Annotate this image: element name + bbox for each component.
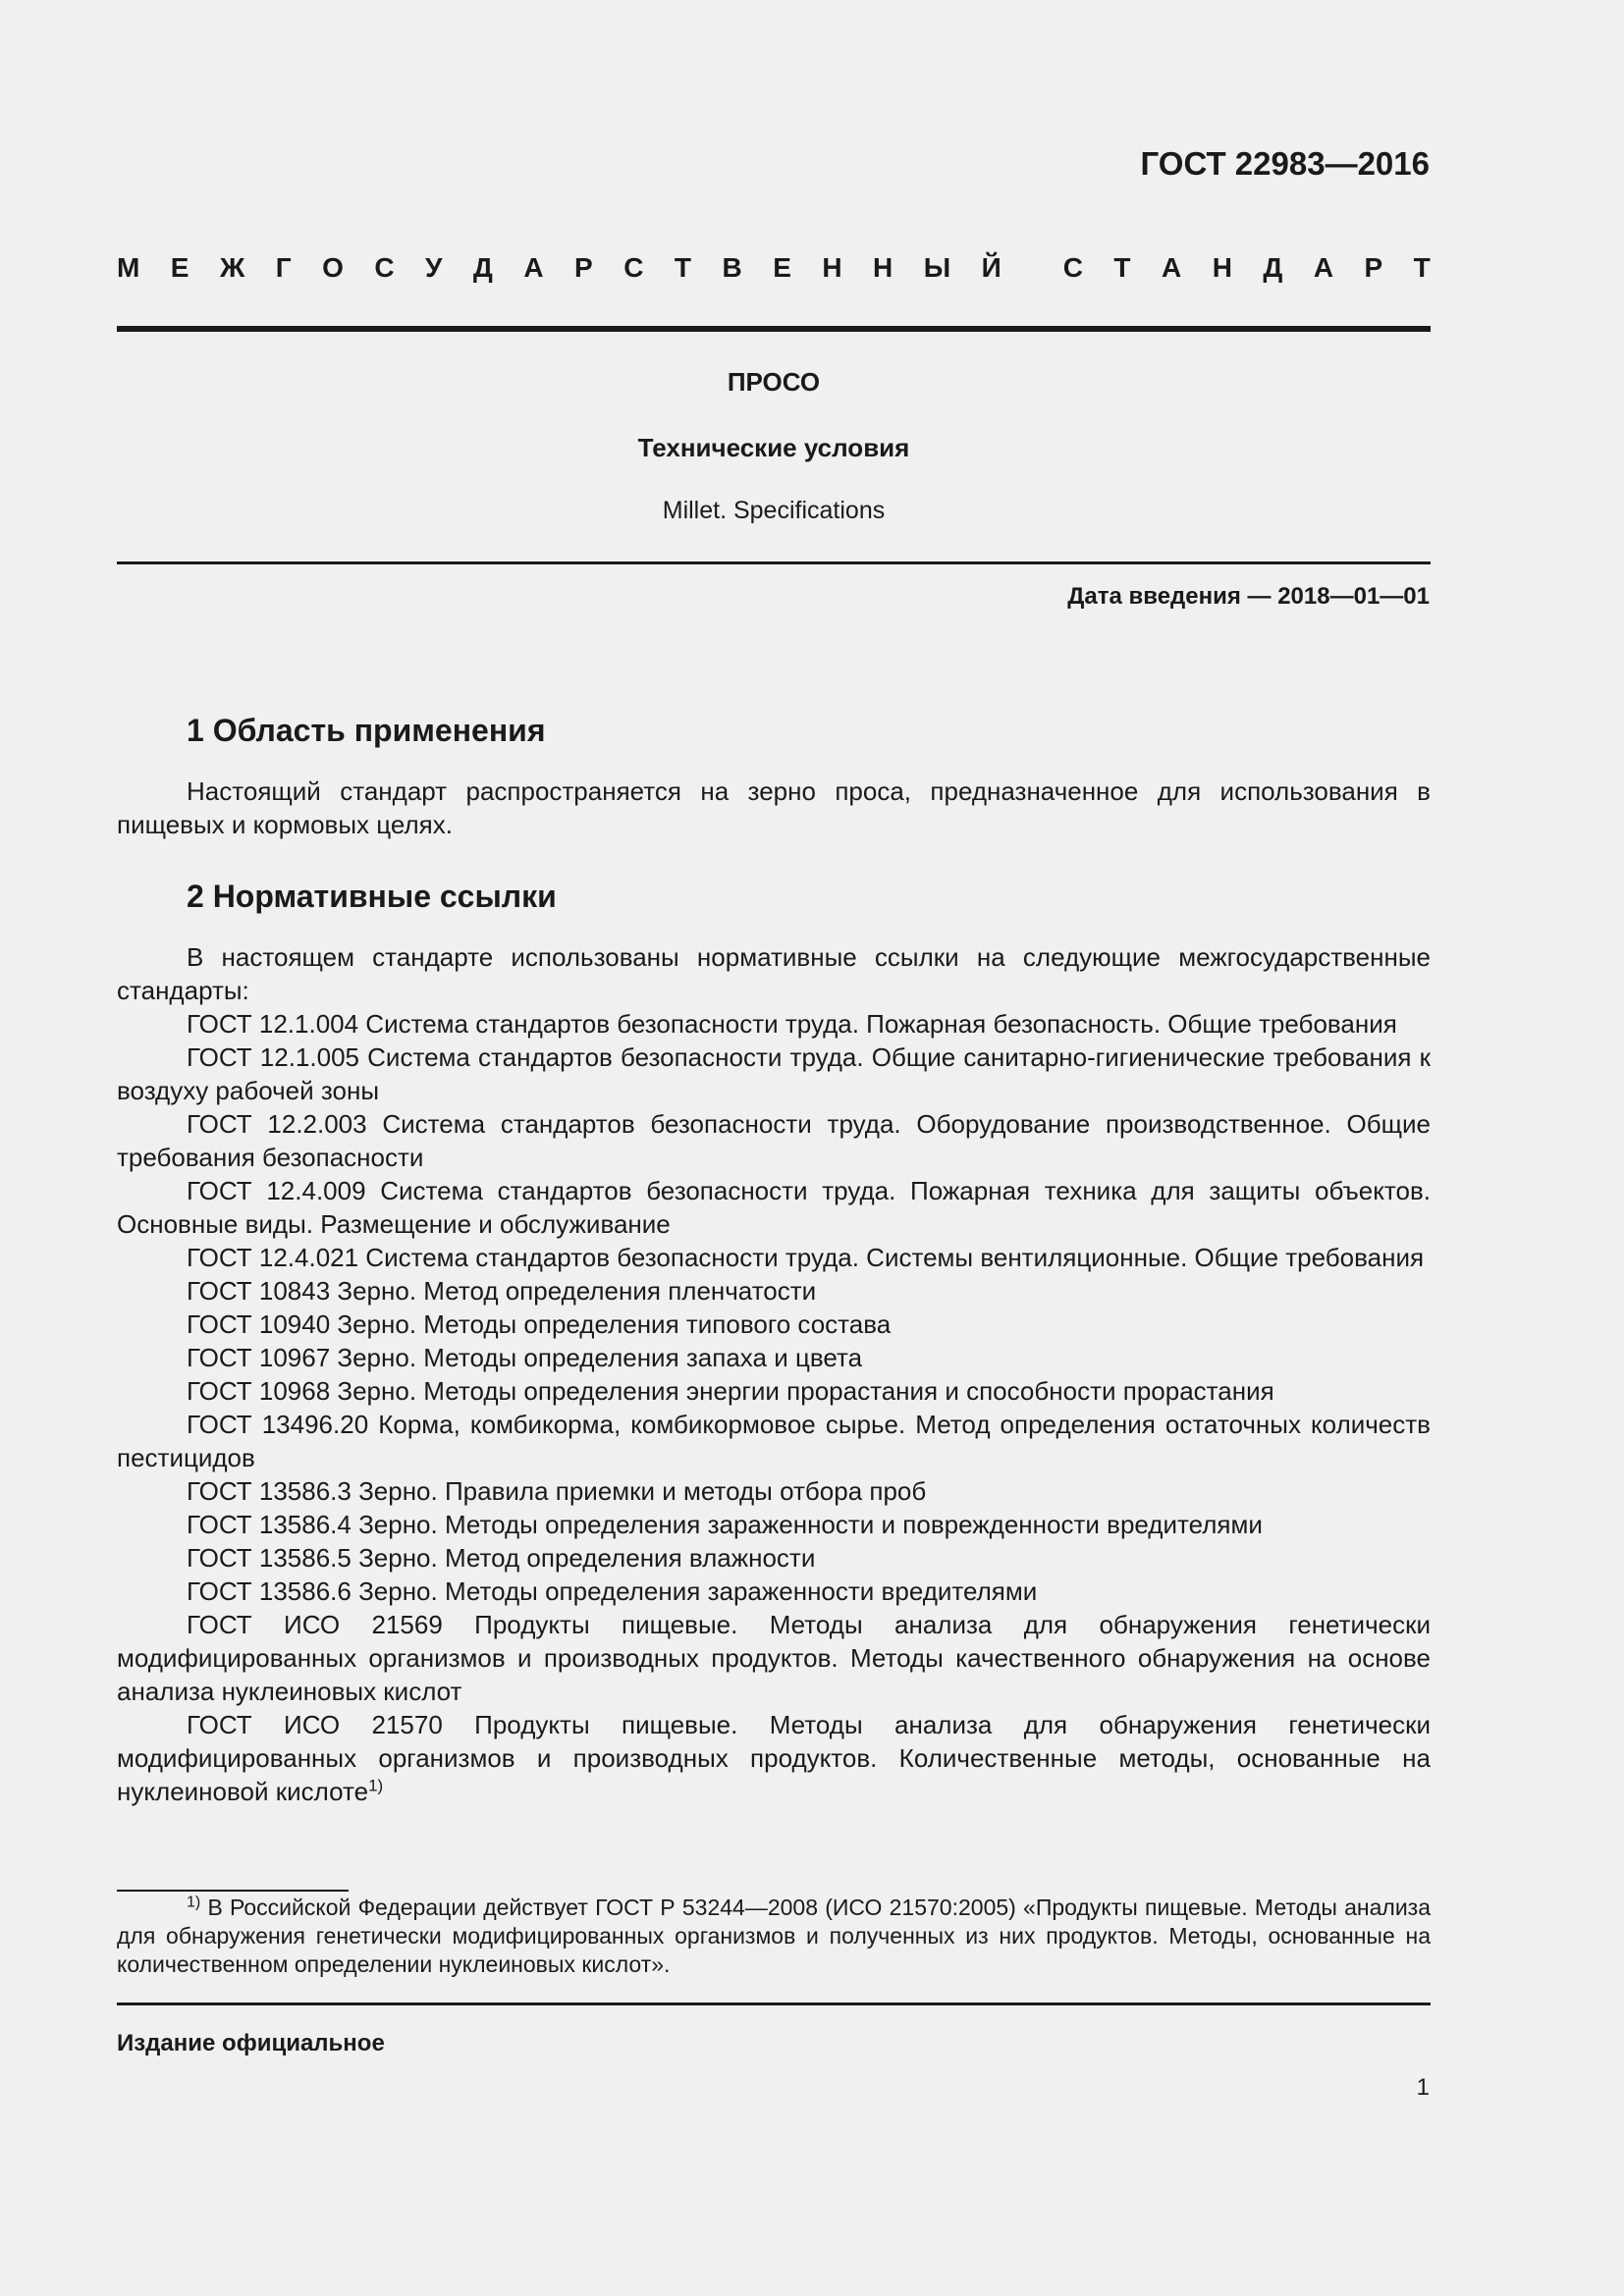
top-rule <box>117 326 1431 332</box>
reference-text: В настоящем стандарте использованы нормативные ссылки на следующие межгосударственные стандарты: <box>117 942 1431 1005</box>
reference-text: ГОСТ ИСО 21569 Продукты пищевые. Методы анализа для обнаружения генетически модифицированных организмов и производных продуктов. Методы качественного обнаружения на основе анализа нуклеиновых кислот <box>117 1610 1431 1706</box>
banner-letter: А <box>523 252 544 283</box>
document-subtitle: Технические условия <box>637 433 910 462</box>
reference-text: ГОСТ 13586.5 Зерно. Метод определения влажности <box>187 1543 816 1573</box>
banner-letter: С <box>374 252 395 283</box>
reference-text: ГОСТ 10940 Зерно. Методы определения типового состава <box>187 1309 892 1339</box>
reference-text: ГОСТ ИСО 21570 Продукты пищевые. Методы анализа для обнаружения генетически модифицированных организмов и производных продуктов. Количественные методы, основанные на нуклеиновой кислоте <box>117 1710 1431 1806</box>
reference-item <box>117 1541 1431 1575</box>
banner-letter: У <box>425 252 443 283</box>
reference-text: ГОСТ 12.4.009 Система стандартов безопасности труда. Пожарная техника для защиты объектов. Основные виды. Размещение и обслуживание <box>117 1176 1431 1239</box>
banner-letter: М <box>117 252 140 283</box>
document-title: ПРОСО <box>727 367 821 397</box>
reference-item <box>117 1708 1431 1808</box>
banner-letter: В <box>722 252 742 283</box>
introduction-date: Дата введения — 2018—01—01 <box>1067 583 1430 610</box>
banner-letter: Р <box>1364 252 1383 283</box>
reference-text: ГОСТ 12.1.004 Система стандартов безопасности труда. Пожарная безопасность. Общие требования <box>187 1009 1397 1039</box>
section-heading-scope: 1 Область применения <box>187 713 546 748</box>
footnote <box>117 1894 1431 1979</box>
reference-item <box>117 1274 1431 1308</box>
page-number: 1 <box>1416 2074 1430 2101</box>
banner-letter: Р <box>574 252 593 283</box>
reference-item <box>117 1174 1431 1241</box>
banner-letter: Д <box>1263 252 1283 283</box>
banner-letter: Н <box>873 252 893 283</box>
banner-letter: Й <box>981 252 1001 283</box>
section-body-normative-references <box>117 940 1431 1808</box>
section-body-scope <box>117 774 1431 841</box>
reference-text: ГОСТ 10968 Зерно. Методы определения энергии прорастания и способности прорастания <box>187 1376 1274 1406</box>
banner-letter: А <box>1313 252 1334 283</box>
reference-text: ГОСТ 13586.6 Зерно. Методы определения зараженности вредителями <box>187 1576 1038 1606</box>
reference-item <box>117 1107 1431 1174</box>
reference-item <box>117 1007 1431 1041</box>
footnote-separator <box>117 1890 349 1892</box>
reference-text: ГОСТ 10843 Зерно. Метод определения пленчатости <box>187 1276 817 1306</box>
reference-text: ГОСТ 12.4.021 Система стандартов безопасности труда. Системы вентиляционные. Общие требования <box>187 1243 1425 1272</box>
banner-letter: А <box>1161 252 1182 283</box>
paragraph: Настоящий стандарт распространяется на зерно проса, предназначенное для использования в пищевых и кормовых целях. <box>117 776 1431 839</box>
section-heading-normative-references: 2 Нормативные ссылки <box>187 879 557 914</box>
reference-text: ГОСТ 12.1.005 Система стандартов безопасности труда. Общие санитарно-гигиенические требования к воздуху рабочей зоны <box>117 1042 1431 1105</box>
banner-letter: О <box>322 252 344 283</box>
interstate-standard-banner <box>117 251 1431 285</box>
footnote-reference: 1) <box>368 1776 384 1795</box>
banner-letter: Ы <box>923 252 951 283</box>
reference-item <box>117 1041 1431 1107</box>
reference-item <box>117 1408 1431 1474</box>
reference-item <box>117 1575 1431 1608</box>
banner-letter: Н <box>1212 252 1232 283</box>
banner-letter: Г <box>275 252 292 283</box>
banner-letter: Н <box>822 252 842 283</box>
official-edition-label: Издание официальное <box>117 2030 385 2056</box>
banner-letter: Е <box>773 252 791 283</box>
banner-letter: Е <box>170 252 189 283</box>
footer-rule <box>117 2002 1431 2005</box>
document-number: ГОСТ 22983—2016 <box>1140 145 1430 182</box>
banner-letter: Т <box>674 252 692 283</box>
reference-text: ГОСТ 12.2.003 Система стандартов безопасности труда. Оборудование производственное. Общие требования безопасности <box>117 1109 1431 1172</box>
title-bottom-rule <box>117 561 1431 564</box>
footnote-marker: 1) <box>187 1894 201 1911</box>
paragraph <box>117 940 1431 1007</box>
reference-item <box>117 1308 1431 1341</box>
reference-item <box>117 1508 1431 1541</box>
reference-text: ГОСТ 13586.4 Зерно. Методы определения зараженности и поврежденности вредителями <box>187 1510 1263 1539</box>
reference-text: ГОСТ 13496.20 Корма, комбикорма, комбикормовое сырье. Метод определения остаточных количеств пестицидов <box>117 1410 1431 1472</box>
reference-item <box>117 1608 1431 1708</box>
english-title: Millet. Specifications <box>662 497 886 524</box>
reference-item <box>117 1474 1431 1508</box>
reference-item <box>117 1374 1431 1408</box>
banner-letter: Т <box>1113 252 1131 283</box>
banner-letter: Д <box>472 252 493 283</box>
footnote-text: В Российской Федерации действует ГОСТ Р 53244—2008 (ИСО 21570:2005) «Продукты пищевые. Методы анализа для обнаружения генетически модифицированных организмов и полученных из них продуктов. Методы, основанные на количественном определении нуклеиновых кислот». <box>117 1895 1432 1977</box>
banner-letter: С <box>623 252 644 283</box>
reference-text: ГОСТ 13586.3 Зерно. Правила приемки и методы отбора проб <box>187 1476 927 1506</box>
banner-letter: Т <box>1413 252 1431 283</box>
banner-letter: С <box>1062 252 1083 283</box>
reference-item <box>117 1241 1431 1274</box>
reference-item <box>117 1341 1431 1374</box>
reference-text: ГОСТ 10967 Зерно. Методы определения запаха и цвета <box>187 1343 863 1372</box>
banner-letter: Ж <box>219 252 245 283</box>
